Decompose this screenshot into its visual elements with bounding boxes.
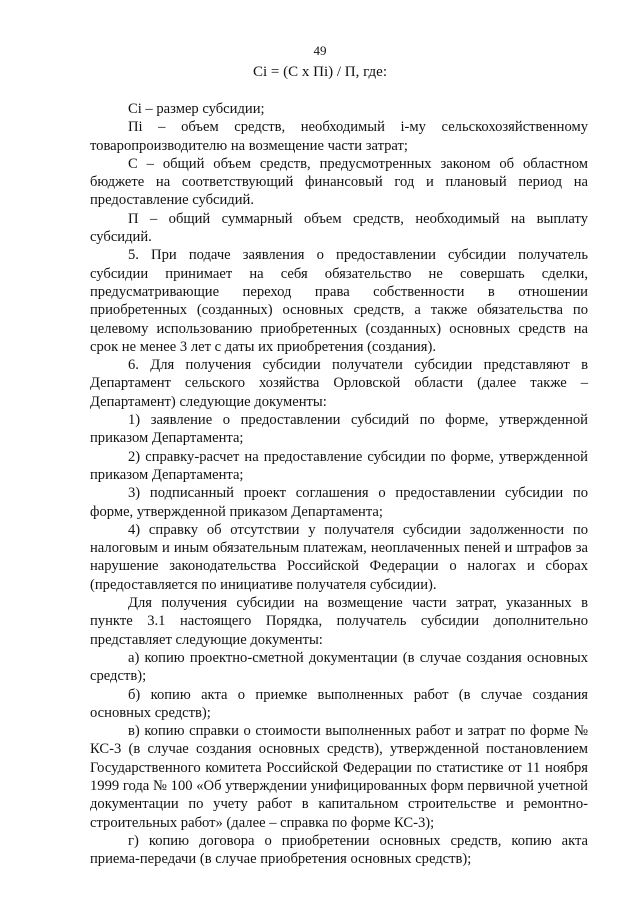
paragraph-doc-3: 3) подписанный проект соглашения о предоставлении субсидии по форме, утвержденной приказом Департамента; xyxy=(90,485,588,520)
paragraph-item-6: 6. Для получения субсидии получатели субсидии представляют в Департамент сельского хозяйства Орловской области (далее также – Департамент) следующие документы: xyxy=(90,357,588,410)
paragraph-doc-v: в) копию справки о стоимости выполненных работ и затрат по форме № КС-3 (в случае создания основных средств), утвержденной постановлением Государственного комитета Российской Федерации по статистике от 11 ноября 1999 года № 100 «Об утверждении унифицированных форм первичной учетной документации по учету работ в капитальном строительстве и ремонтно-строительных работ» (далее – справка по форме КС-3); xyxy=(90,723,588,831)
paragraph-doc-b: б) копию акта о приемке выполненных работ (в случае создания основных средств); xyxy=(90,686,588,721)
subsidy-formula: Ci = (C x Пi) / П, где: xyxy=(253,64,387,80)
paragraph-doc-g: г) копию договора о приобретении основных средств, копию акта приема-передачи (в случае приобретения основных средств); xyxy=(90,832,588,868)
paragraph-doc-1: 1) заявление о предоставлении субсидий по форме, утвержденной приказом Департамента; xyxy=(90,412,588,447)
paragraph-doc-4: 4) справку об отсутствии у получателя субсидии задолженности по налоговым и иным обязательным платежам, неоплаченных пеней и штрафов за нарушение законодательства Российской Федерации о налогах и сборах (предоставляется по инициативе получателя субсидии). xyxy=(90,521,588,593)
paragraph-pi-definition: Пi – объем средств, необходимый i-му сельскохозяйственному товаропроизводителю на возмещение части затрат; xyxy=(90,119,588,154)
paragraph-doc-2: 2) справку-расчет на предоставление субсидии по форме, утвержденной приказом Департамента; xyxy=(90,448,588,483)
paragraph-doc-a: а) копию проектно-сметной документации (в случае создания основных средств); xyxy=(90,649,588,685)
page-number: 49 xyxy=(313,43,327,58)
document-body xyxy=(90,100,588,868)
paragraph-item-5: 5. При подаче заявления о предоставлении субсидии получатель субсидии принимает на себя обязательство не совершать сделки, предусматривающие переход права собственности в отношении приобретенных (созданных) основных средств, а также обязательства по целевому использованию приобретенных (созданных) основных средств на срок не менее 3 лет с даты их приобретения (создания). xyxy=(90,247,588,355)
paragraph-additional-docs: Для получения субсидии на возмещение части затрат, указанных в пункте 3.1 настоящего Порядка, получатель субсидии дополнительно представляет следующие документы: xyxy=(90,595,588,648)
paragraph-ci-definition: Ci – размер субсидии; xyxy=(128,101,265,117)
paragraph-c-definition: С – общий объем средств, предусмотренных законом об областном бюджете на соответствующий финансовый год и плановый период на предоставление субсидий. xyxy=(90,155,588,209)
paragraph-p-definition: П – общий суммарный объем средств, необходимый на выплату субсидий. xyxy=(90,210,588,246)
